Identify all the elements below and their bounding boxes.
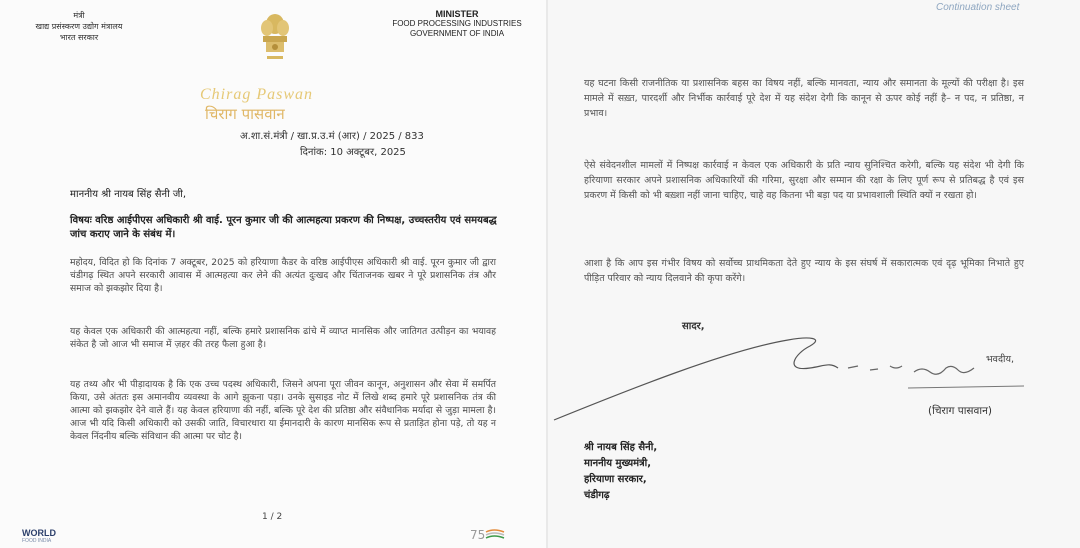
continuation-label: Continuation sheet — [936, 2, 1020, 13]
svg-text:75: 75 — [470, 528, 486, 542]
yours-faithfully: भवदीय, — [986, 354, 1014, 365]
reference-number: अ.शा.सं.मंत्री / खा.प्र.उ.मं (आर) / 2025 / 833 — [240, 131, 424, 142]
header-hindi-line: मंत्री — [73, 11, 85, 20]
letter-page-2 — [548, 0, 1080, 548]
body-paragraph: ऐसे संवेदनशील मामलों में निष्पक्ष कार्रवाई न केवल एक अधिकारी के प्रति न्याय सुनिश्चित करेगी, बल्कि यह संदेश भी देगी कि हरियाणा सरकार अपने प्रशासनिक अधिकारियों की गरिमा, सुरक्षा और सम्मान की रक्षा के लिए पूर्ण रूप से प्रतिबद्ध है एवं इस प्रकरण में किसी को भी बख़्शा नहीं जाना चाहिए, चाहे वह कितना भी बड़ा पद या प्रभावशाली स्थिति क्यों न रखता हो। — [584, 160, 1024, 201]
salutation: माननीय श्री नायब सिंह सैनी जी, — [70, 189, 187, 200]
header-hindi — [14, 10, 144, 43]
addressee-line: चंडीगढ़ — [584, 490, 610, 501]
letterhead-signature-english: Chirag Paswan — [200, 86, 314, 103]
body-paragraph: यह घटना किसी राजनीतिक या प्रशासनिक बहस का विषय नहीं, बल्कि मानवता, न्याय और समानता के मूल्यों की परीक्षा है। इस मामले में सख़्त, पारदर्शी और निर्भीक कार्रवाई पूरे देश में यह संदेश देगी कि कानून से ऊपर कोई नहीं है– न पद, न प्रतिष्ठा, न प्रभाव। — [584, 78, 1024, 119]
header-english — [372, 9, 542, 39]
body-paragraph: महोदय, विदित हो कि दिनांक 7 अक्टूबर, 2025 को हरियाणा कैडर के वरिष्ठ आईपीएस अधिकारी श्री वाई. पूरन कुमार जी द्वारा चंडीगढ़ स्थित अपने सरकारी आवास में आत्महत्या कर लेने की अत्यंत दुःखद और चिंताजनक खबर ने पूरे प्रशासनिक तंत्र और समाज को झकझोर दिया है। — [70, 257, 496, 294]
page-number: 1 / 2 — [262, 512, 283, 522]
handwritten-signature — [548, 320, 1080, 440]
logo-text: WORLD — [22, 528, 56, 538]
addressee-line: श्री नायब सिंह सैनी, — [584, 442, 658, 453]
addressee-line: हरियाणा सरकार, — [584, 474, 647, 485]
logo-subtext: FOOD INDIA — [22, 538, 52, 544]
header-english-line: GOVERNMENT OF INDIA — [409, 29, 505, 38]
letter-date: दिनांक: 10 अक्टूबर, 2025 — [300, 147, 406, 158]
header-hindi-line: खाद्य प्रसंस्करण उद्योग मंत्रालय — [35, 22, 123, 31]
national-emblem-icon — [255, 10, 295, 68]
world-food-india-logo — [22, 528, 56, 544]
body-paragraph: यह तथ्य और भी पीड़ादायक है कि एक उच्च पदस्थ अधिकारी, जिसने अपना पूरा जीवन कानून, अनुशासन और सेवा में समर्पित किया, उसे अंततः इस अमानवीय व्यवस्था के आगे झुकना पड़ा। उनके सुसाइड नोट में लिखे शब्द हमारे पूरे प्रशासनिक तंत्र की आत्मा को झकझोर देने वाले हैं। यह केवल हरियाणा की नहीं, बल्कि पूरे देश की प्रतिष्ठा और संवैधानिक मर्यादा से जुड़ा मामला है। आज भी यदि किसी अधिकारी को उसकी जाति, विचारधारा या ईमानदारी के कारण मानसिक रूप से प्रताड़ित होना पड़े, तो यह न केवल निंदनीय बल्कि संविधान की आत्मा पर चोट है। — [70, 379, 496, 442]
header-hindi-line: भारत सरकार — [59, 33, 99, 42]
addressee-line: माननीय मुख्यमंत्री, — [584, 458, 652, 469]
sender-name: (चिराग पासवान) — [928, 405, 993, 417]
subject-line: विषयः वरिष्ठ आईपीएस अधिकारी श्री वाई. पूरन कुमार जी की आत्महत्या प्रकरण की निष्पक्ष, उच्चस्तरीय एवं समयबद्ध जांच कराए जाने के संबंध में। — [70, 215, 497, 240]
addressee-block — [584, 440, 657, 504]
azadi-75-logo-icon — [468, 526, 508, 544]
body-paragraph: यह केवल एक अधिकारी की आत्महत्या नहीं, बल्कि हमारे प्रशासनिक ढांचे में व्याप्त मानसिक और जातिगत उत्पीड़न का भयावह संकेत है जो आज भी समाज में ज़हर की तरह फैला हुआ है। — [70, 326, 496, 350]
body-paragraph: आशा है कि आप इस गंभीर विषय को सर्वोच्च प्राथमिकता देते हुए न्याय के इस संघर्ष में सकारात्मक एवं दृढ़ भूमिका निभाते हुए पीड़ित परिवार को न्याय दिलवाने की कृपा करेंगे। — [584, 258, 1024, 284]
header-english-line: MINISTER — [435, 9, 479, 19]
header-english-line: FOOD PROCESSING INDUSTRIES — [392, 19, 522, 28]
closing: सादर, — [682, 321, 705, 332]
letterhead-signature-hindi: चिराग पासवान — [205, 105, 285, 123]
